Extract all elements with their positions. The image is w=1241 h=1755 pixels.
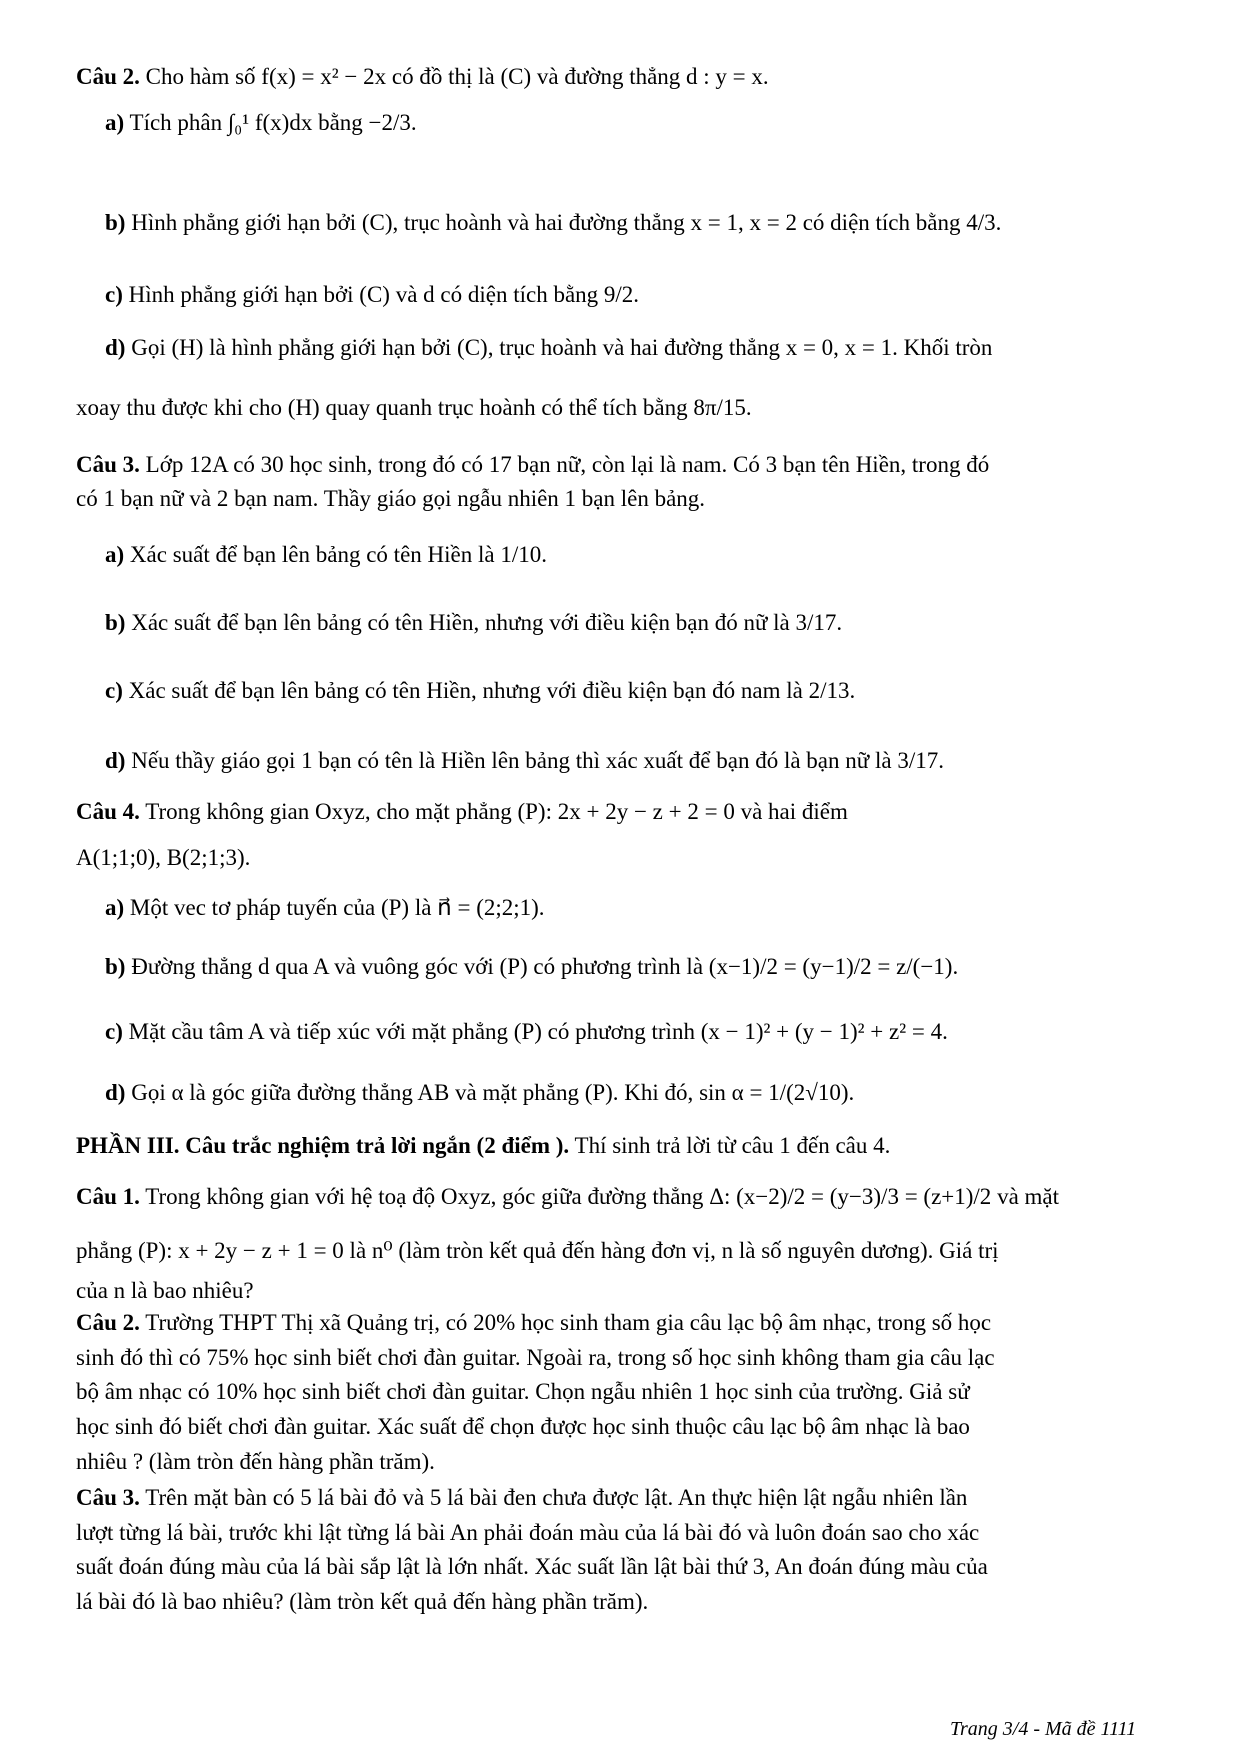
q2-c: c) Hình phẳng giới hạn bởi (C) và d có diện tích bằng 9/2. — [105, 282, 640, 307]
q3-b-value: 3/17. — [795, 610, 843, 635]
q3-b: b) Xác suất để bạn lên bảng có tên Hiền, nhưng với điều kiện bạn đó nữ là 3/17. — [105, 610, 843, 635]
q4-line1: Câu 4. Trong không gian Oxyz, cho mặt phẳng (P): 2x + 2y − z + 2 = 0 và hai điểm — [76, 799, 848, 824]
page-footer: Trang 3/4 - Mã đề 1111 — [950, 1718, 1137, 1740]
q2-d-line1: d) Gọi (H) là hình phẳng giới hạn bởi (C), trục hoành và hai đường thẳng x = 0, x = 1. Khối tròn — [105, 335, 993, 360]
s2-line2: sinh đó thì có 75% học sinh biết chơi đàn guitar. Ngoài ra, trong số học sinh không tham gia câu lạc — [76, 1345, 995, 1370]
q4-c: c) Mặt cầu tâm A và tiếp xúc với mặt phẳng (P) có phương trình (x − 1)² + (y − 1)² + z² = 4. — [105, 1019, 948, 1044]
s2-label: Câu 2. — [76, 1310, 140, 1335]
q2-stem-text: Cho hàm số f(x) = x² − 2x có đồ thị là (C) và đường thẳng d : y = x. — [145, 64, 769, 89]
s2-line3: bộ âm nhạc có 10% học sinh biết chơi đàn guitar. Chọn ngẫu nhiên 1 học sinh của trường. Giả sử — [76, 1379, 970, 1404]
s2-line5: nhiêu ? (làm tròn đến hàng phần trăm). — [76, 1449, 435, 1474]
q4-b-value: (x−1)/2 = (y−1)/2 = z/(−1). — [708, 954, 959, 979]
s3-line3: suất đoán đúng màu của lá bài sắp lật là lớn nhất. Xác suất lần lật bài thứ 3, An đoán đúng màu của — [76, 1554, 988, 1579]
q3-d-value: 3/17. — [897, 748, 944, 773]
q2-stem — [76, 62, 769, 92]
s1-line3: của n là bao nhiêu? — [76, 1278, 254, 1303]
q2-d-line2: xoay thu được khi cho (H) quay quanh trục hoành có thể tích bằng 8π/15. — [76, 395, 752, 420]
s3-line2: lượt từng lá bài, trước khi lật từng lá bài An phải đoán màu của lá bài đó và luôn đoán sao cho xác — [76, 1520, 980, 1545]
q3-line1: Câu 3. Lớp 12A có 30 học sinh, trong đó có 17 bạn nữ, còn lại là nam. Có 3 bạn tên Hiền, trong đó — [76, 452, 990, 477]
q2-a-integral: ∫₀¹ f(x)dx — [227, 110, 313, 135]
q2-c-value: 9/2. — [603, 282, 640, 307]
q4-line2: A(1;1;0), B(2;1;3). — [76, 845, 251, 870]
s1-line1: Câu 1. Trong không gian với hệ toạ độ Oxyz, góc giữa đường thẳng Δ: (x−2)/2 = (y−3)/3 = (z+1)/2 và mặt — [76, 1184, 1060, 1209]
s3-line1: Câu 3. Trên mặt bàn có 5 lá bài đỏ và 5 lá bài đen chưa được lật. An thực hiện lật ngẫu nhiên lần — [76, 1485, 968, 1510]
q3-line2: có 1 bạn nữ và 2 bạn nam. Thầy giáo gọi ngẫu nhiên 1 bạn lên bảng. — [76, 486, 706, 511]
q2-a: a) Tích phân ∫₀¹ f(x)dx bằng −2/3. — [105, 110, 417, 135]
q2-d-value: 8π/15. — [693, 395, 752, 420]
q4-d: d) Gọi α là góc giữa đường thẳng AB và mặt phẳng (P). Khi đó, sin α = 1/(2√10). — [105, 1080, 855, 1105]
s3-line4: lá bài đó là bao nhiêu? (làm tròn kết quả đến hàng phần trăm). — [76, 1589, 649, 1614]
part3-header — [76, 1131, 890, 1161]
s3-label: Câu 3. — [76, 1485, 140, 1510]
s1-label: Câu 1. — [76, 1184, 140, 1209]
q2-label: Câu 2. — [76, 64, 140, 89]
q3-a-value: 1/10. — [500, 542, 547, 567]
s1-line2: phẳng (P): x + 2y − z + 1 = 0 là n⁰ (làm tròn kết quả đến hàng đơn vị, n là số nguyên dương). Giá trị — [76, 1238, 999, 1263]
q3-d: d) Nếu thầy giáo gọi 1 bạn có tên là Hiền lên bảng thì xác xuất để bạn đó là bạn nữ là 3/17. — [105, 748, 944, 773]
q4-b: b) Đường thẳng d qua A và vuông góc với (P) có phương trình là (x−1)/2 = (y−1)/2 = z/(−1). — [105, 954, 959, 979]
s2-line1: Câu 2. Trường THPT Thị xã Quảng trị, có 20% học sinh tham gia câu lạc bộ âm nhạc, trong số học — [76, 1310, 992, 1335]
q3-c-value: 2/13. — [808, 678, 856, 703]
q3-a: a) Xác suất để bạn lên bảng có tên Hiền là 1/10. — [105, 542, 547, 567]
s2-line4: học sinh đó biết chơi đàn guitar. Xác suất để chọn được học sinh thuộc câu lạc bộ âm nhạc là bao — [76, 1414, 970, 1439]
q4-d-value: sin α = 1/(2√10). — [699, 1080, 855, 1105]
part3-title: PHẦN III. Câu trắc nghiệm trả lời ngắn (2 điểm ). — [76, 1133, 570, 1158]
part3-desc: Thí sinh trả lời từ câu 1 đến câu 4. — [574, 1133, 891, 1158]
s1-line-formula: Δ: (x−2)/2 = (y−3)/3 = (z+1)/2 — [709, 1184, 992, 1209]
q2-b-value: 4/3. — [966, 210, 1002, 235]
q2-b: b) Hình phẳng giới hạn bởi (C), trục hoành và hai đường thẳng x = 1, x = 2 có diện tích bằng 4/3. — [105, 210, 1002, 235]
q2-a-value: −2/3. — [368, 110, 417, 135]
q3-c: c) Xác suất để bạn lên bảng có tên Hiền, nhưng với điều kiện bạn đó nam là 2/13. — [105, 678, 856, 703]
q3-label: Câu 3. — [76, 452, 140, 477]
q4-a: a) Một vec tơ pháp tuyến của (P) là n⃗ = (2;2;1). — [105, 895, 545, 920]
q4-label: Câu 4. — [76, 799, 140, 824]
